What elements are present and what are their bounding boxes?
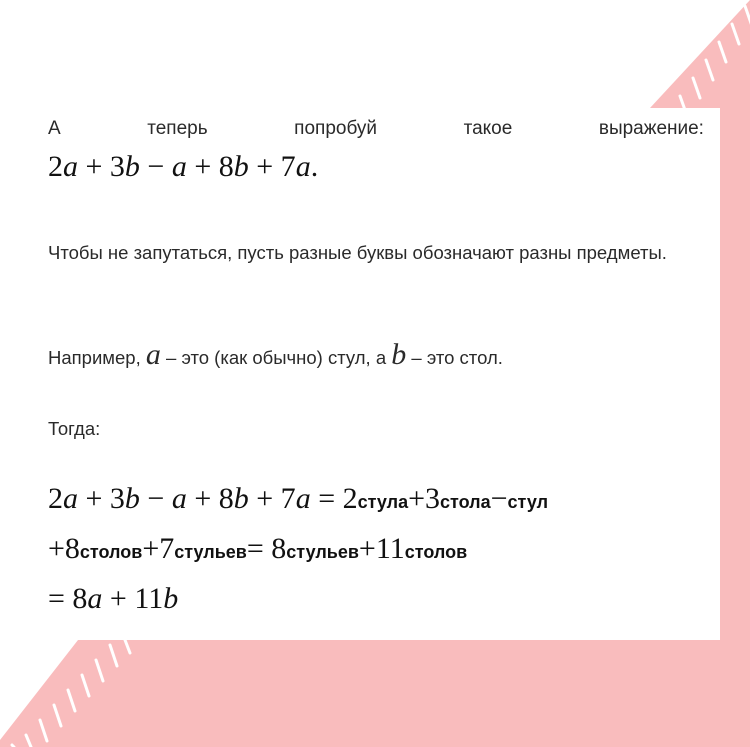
- expression: [48, 150, 318, 184]
- math-term: + 7: [248, 482, 296, 515]
- math-term: 2: [48, 482, 63, 515]
- intro-word: теперь: [147, 118, 208, 139]
- math-var: a: [63, 150, 78, 183]
- math-term: + 8: [186, 482, 234, 515]
- math-var: b: [233, 150, 249, 183]
- math-term: 2: [48, 150, 63, 183]
- math-term: +8: [48, 532, 80, 565]
- math-term: + 7: [248, 150, 296, 183]
- example-middle: – это (как обычно) стул, а: [160, 347, 392, 368]
- intro-word: А: [48, 118, 61, 139]
- math-var: a: [295, 482, 311, 515]
- math-term: = 2: [310, 482, 358, 515]
- intro-word: выражение:: [598, 118, 704, 139]
- example-paragraph: [48, 338, 503, 372]
- math-var: a: [295, 150, 311, 183]
- solution-line-2: [48, 532, 467, 566]
- intro-word: такое: [463, 118, 513, 139]
- math-term: −: [490, 482, 508, 515]
- solution-line-3: [48, 582, 178, 616]
- word-term: стульев: [174, 542, 247, 562]
- math-term: = 8: [246, 532, 287, 565]
- var-a: a: [145, 338, 161, 371]
- math-term: −: [139, 482, 172, 515]
- example-prefix: Например,: [48, 347, 146, 368]
- math-term: +7: [142, 532, 175, 565]
- word-term: стульев: [286, 542, 359, 562]
- var-b: b: [391, 338, 407, 371]
- math-var: a: [171, 482, 187, 515]
- math-var: b: [124, 482, 140, 515]
- math-term: + 3: [78, 150, 125, 183]
- math-var: a: [171, 150, 187, 183]
- solution-line-1: [48, 482, 548, 516]
- word-term: стул: [507, 492, 549, 512]
- math-term: = 8: [48, 582, 88, 615]
- math-term: −: [139, 150, 172, 183]
- math-var: a: [87, 582, 103, 615]
- math-var: b: [124, 150, 140, 183]
- math-var: a: [63, 482, 78, 515]
- math-term: + 11: [102, 582, 164, 615]
- math-term: +11: [358, 532, 405, 565]
- word-term: стула: [357, 492, 409, 512]
- math-var: b: [233, 482, 249, 515]
- intro-word: попробуй: [294, 118, 378, 139]
- math-var: b: [163, 582, 179, 615]
- math-term: + 8: [186, 150, 234, 183]
- top-right-pink-triangle: [650, 0, 750, 108]
- word-term: столов: [79, 542, 143, 562]
- example-suffix: – это стол.: [406, 347, 503, 368]
- intro-line: [48, 118, 704, 140]
- word-term: стола: [440, 492, 491, 512]
- math-term: +3: [408, 482, 441, 515]
- math-term: + 3: [78, 482, 125, 515]
- then-label: Тогда:: [48, 418, 101, 439]
- hint-paragraph: Чтобы не запутаться, пусть разные буквы обозначают разны предметы.: [48, 242, 667, 263]
- word-term: столов: [404, 542, 468, 562]
- math-term: .: [310, 150, 319, 183]
